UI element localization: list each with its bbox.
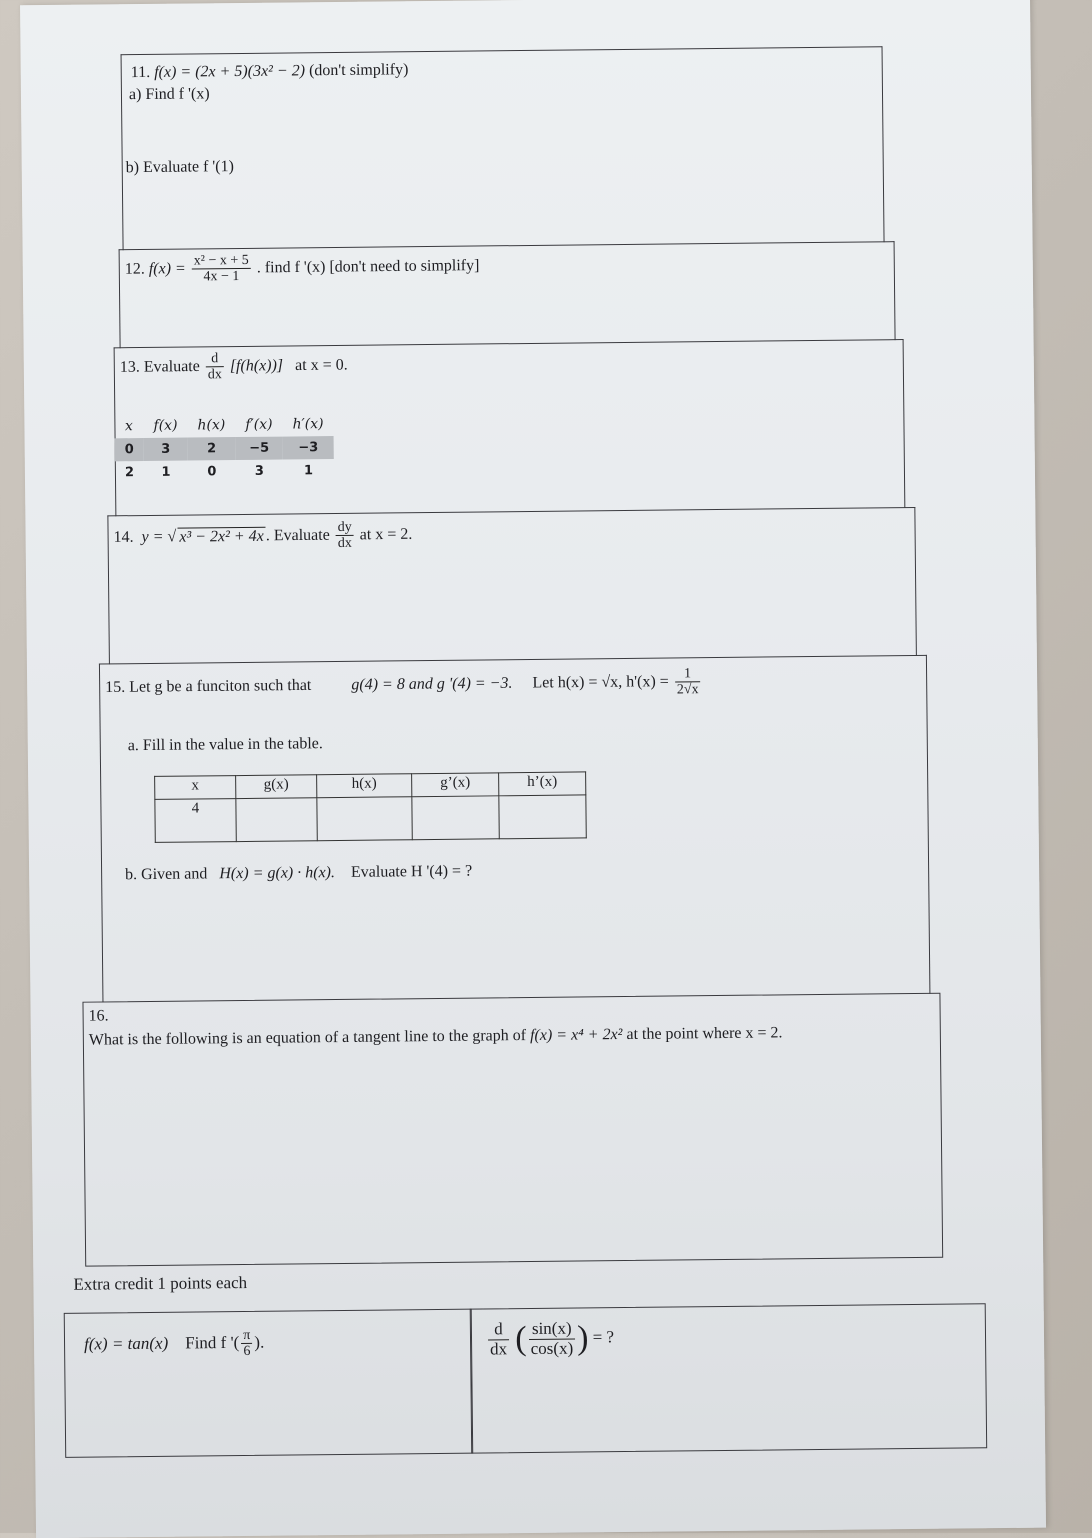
q16-function: f(x) = x⁴ + 2x² <box>529 1026 623 1045</box>
table-cell: 1 <box>161 464 171 480</box>
q15-hprime-den: 2√x <box>676 682 699 698</box>
q11-number: 11. <box>130 63 151 82</box>
table-cell: 3 <box>144 438 188 461</box>
q14-mid: . Evaluate <box>265 526 330 545</box>
q13-header-x: x <box>124 418 133 435</box>
extra-pi: π <box>241 1328 252 1345</box>
q15-part-b <box>125 863 472 885</box>
q15-cell-hprime[interactable] <box>499 795 586 839</box>
q13-prefix: Evaluate <box>143 357 200 376</box>
table-cell: 0 <box>207 464 217 480</box>
q14-dydx <box>336 520 354 552</box>
q13-expression: [f(h(x))] <box>229 357 284 375</box>
q11-note: (don't simplify) <box>308 61 409 80</box>
table-cell: 2 <box>188 437 236 460</box>
extra-sin: sin(x) <box>528 1320 575 1340</box>
q15-given: g(4) = 8 and g '(4) = −3. <box>351 674 513 694</box>
q15-header-x: x <box>155 776 236 800</box>
q15-fill-table <box>154 771 587 843</box>
q13-derivative-operator <box>206 351 224 383</box>
q15-cell-x: 4 <box>155 799 236 843</box>
q14-radicand: x³ − 2x² + 4x <box>179 527 264 546</box>
q12-instruction: . find f '(x) [don't need to simplify] <box>256 257 480 277</box>
extra-pi-over-six <box>241 1328 252 1360</box>
q16-number: 16. <box>88 1007 109 1025</box>
q11-header <box>131 61 409 82</box>
worksheet-paper <box>20 0 1046 1538</box>
extra-credit-title: Extra credit 1 points each <box>73 1272 248 1294</box>
extra-d: d <box>488 1320 509 1340</box>
q13-header-fprime: f′(x) <box>245 416 273 433</box>
q11-part-a: a) Find f '(x) <box>128 85 210 104</box>
q13-at: at x = 0. <box>295 356 348 374</box>
q14-lhs: y = <box>141 528 164 546</box>
extra-right-eq: = ? <box>592 1327 615 1347</box>
q12-number: 12. <box>124 260 145 278</box>
extra-left-find: Find f '( <box>185 1332 240 1353</box>
q14-dy: dy <box>336 520 354 537</box>
extra-dx: dx <box>490 1338 508 1359</box>
q15-cell-h[interactable] <box>317 797 412 841</box>
table-cell: −3 <box>283 436 334 460</box>
table-cell: 3 <box>254 463 265 479</box>
q11-function: f(x) = (2x + 5)(3x² − 2) <box>154 62 306 81</box>
q12-header <box>125 250 480 285</box>
q15-header-gprime: g’(x) <box>412 773 499 797</box>
extra-left-question <box>84 1328 265 1362</box>
q12-lhs: f(x) = <box>148 260 186 278</box>
q12-numerator: x² − x + 5 <box>192 253 251 270</box>
table-row <box>115 436 334 461</box>
q11-part-b: b) Evaluate f '(1) <box>125 158 234 177</box>
q14-header: 14. y = √ x³ − 2x² + 4x . Evaluate $\frac{dy}{dx}$ at x = 2. <box>113 519 413 552</box>
q15-let: Let h(x) = √x, h'(x) = <box>532 673 669 692</box>
table-row <box>115 459 334 484</box>
table-cell: −5 <box>235 437 282 460</box>
q13-dx: dx <box>207 367 222 383</box>
q15-header-hprime: h’(x) <box>499 772 586 796</box>
extra-left-function: f(x) = tan(x) <box>83 1333 169 1354</box>
q15-intro: 15. Let g be a funciton such that <box>105 676 312 696</box>
q15-part-b-label: b. Given and <box>125 865 208 884</box>
q13-header-f: f(x) <box>153 417 178 434</box>
q13-d: d <box>206 351 224 368</box>
q15-part-b-expr: H(x) = g(x) · h(x). <box>219 864 336 883</box>
q15-part-b-eval: Evaluate H '(4) = ? <box>350 862 473 881</box>
q15-cell-g[interactable] <box>236 798 317 842</box>
extra-six: 6 <box>243 1344 251 1360</box>
extra-derivative-operator <box>488 1320 509 1359</box>
q12-fraction <box>192 253 251 285</box>
q16-text: What is the following is an equation of a tangent line to the graph of <box>88 1027 527 1049</box>
extra-right-question: $\frac{d}{dx}$ ( $\frac{\sin(x)}{\cos(x)}$ ) = ? <box>486 1319 614 1359</box>
extra-left-close: ). <box>254 1332 265 1352</box>
q14-dx: dx <box>337 536 352 552</box>
table-cell: 1 <box>303 463 314 479</box>
table-cell: 0 <box>115 438 144 461</box>
q16-end: at the point where x = 2. <box>626 1024 783 1043</box>
q13-header-hprime: h′(x) <box>292 416 324 433</box>
table-cell: 2 <box>124 465 135 481</box>
extra-cos: cos(x) <box>530 1338 574 1358</box>
q13-header-h: h(x) <box>197 417 226 434</box>
q15-header-h: h(x) <box>317 774 412 798</box>
q15-cell-gprime[interactable] <box>412 796 499 840</box>
q15-part-a: a. Fill in the value in the table. <box>127 735 323 755</box>
q15-header-g: g(x) <box>236 775 317 799</box>
q15-header <box>105 666 703 704</box>
q15-hprime-num: 1 <box>675 666 701 683</box>
q13-value-table <box>114 412 334 484</box>
q14-at: at x = 2. <box>359 525 413 544</box>
q13-header <box>120 350 348 384</box>
q12-denominator: 4x − 1 <box>203 269 240 285</box>
extra-sin-over-cos <box>528 1320 575 1359</box>
q13-number: 13. <box>119 358 140 376</box>
table-row <box>155 795 586 843</box>
q14-number: 14. <box>113 528 134 546</box>
q15-hprime-fraction <box>675 666 701 698</box>
